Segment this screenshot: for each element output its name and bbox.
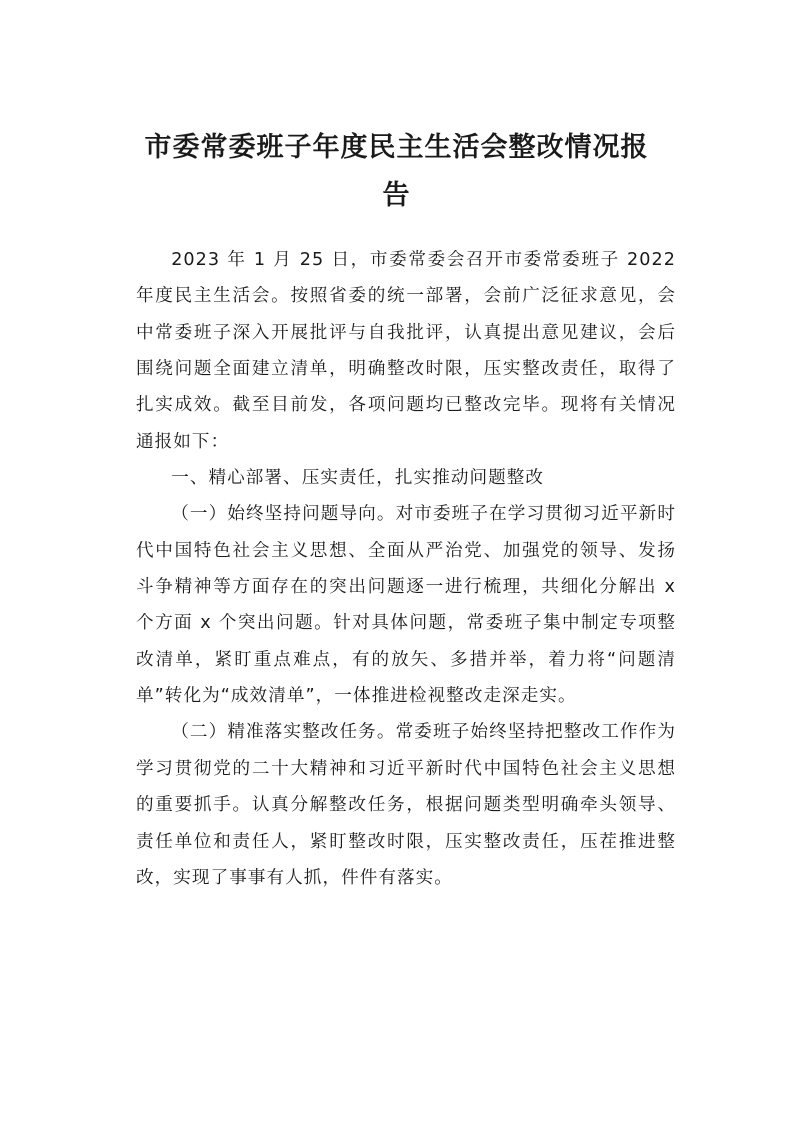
- document-title-line-2: 告: [382, 180, 411, 211]
- section-heading-1: 一、精心部署、压实责任，扎实推动问题整改: [171, 468, 545, 489]
- document-body: [136, 242, 676, 896]
- paragraph-item-2: （二）精准落实整改任务。常委班子始终坚持把整改工作作为学习贯彻党的二十大精神和习近平新时代中国特色社会主义思想的重要抓手。认真分解整改任务，根据问题类型明确牵头领导、责任单位和责任人，紧盯整改时限，压实整改责任，压茬推进整改，实现了事事有人抓，件件有落实。: [136, 722, 676, 888]
- paragraph-intro: 2023 年 1 月 25 日，市委常委会召开市委常委班子 2022 年度民主生活会。按照省委的统一部署，会前广泛征求意见，会中常委班子深入开展批评与自我批评，认真提出意见建议，会后围绕问题全面建立清单，明确整改时限，压实整改责任，取得了扎实成效。截至目前发，各项问题均已整改完毕。现将有关情况通报如下：: [136, 250, 676, 452]
- paragraph-item-1: （一）始终坚持问题导向。对市委班子在学习贯彻习近平新时代中国特色社会主义思想、全面从严治党、加强党的领导、发扬斗争精神等方面存在的突出问题逐一进行梳理，共细化分解出 x 个方面 x 个突出问题。针对具体问题，常委班子集中制定专项整改清单，紧盯重点难点，有的放矢、多措并举，着力将“问题清单”转化为“成效清单”，一体推进检视整改走深走实。: [136, 504, 676, 707]
- document-title-line-1: 市委常委班子年度民主生活会整改情况报: [144, 132, 649, 163]
